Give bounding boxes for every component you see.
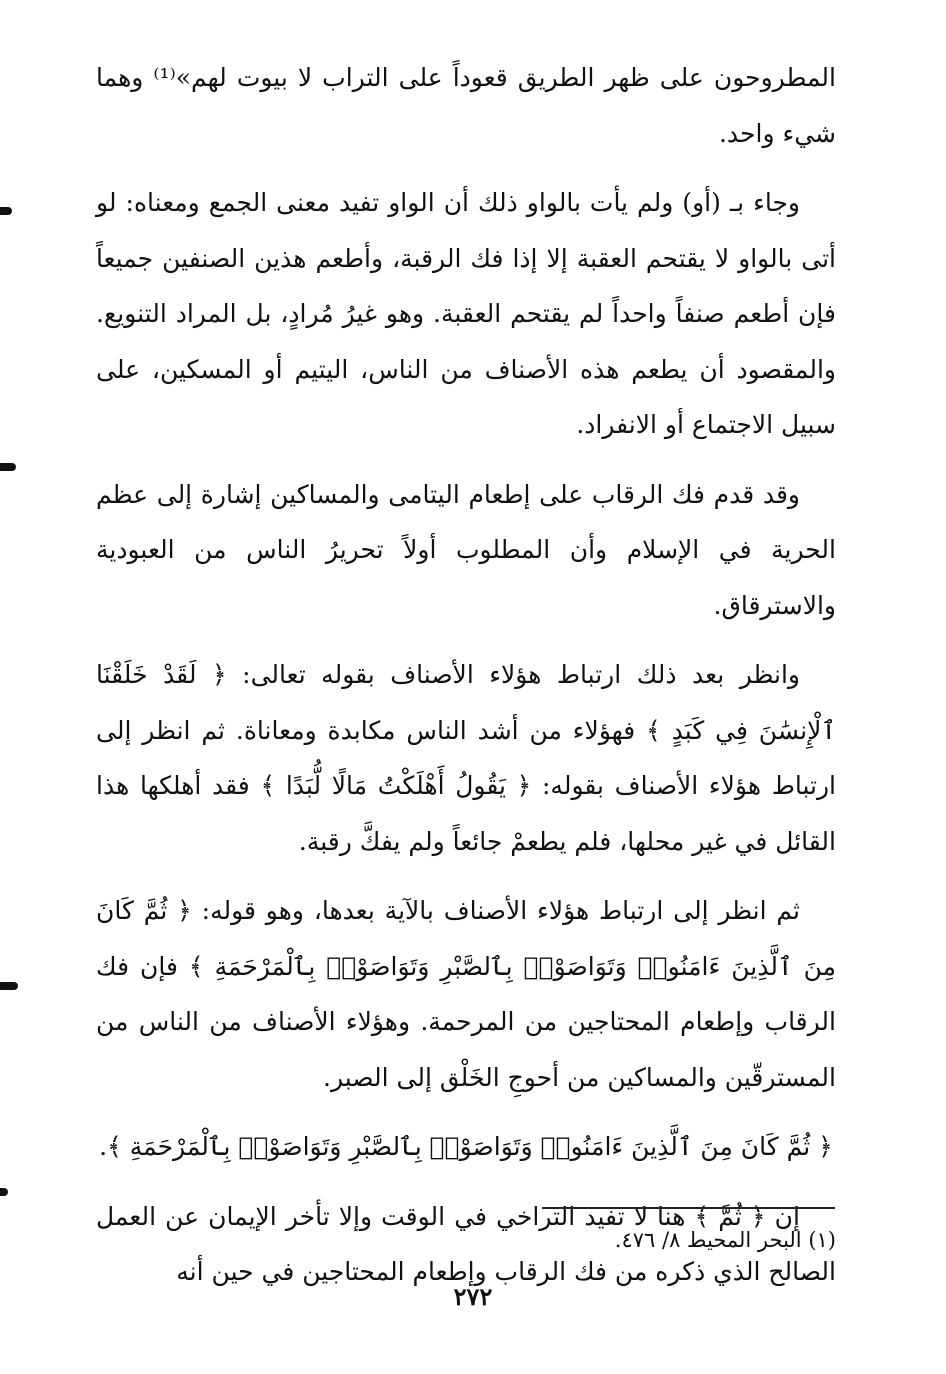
- paragraph-gap: [96, 633, 836, 647]
- paragraph-2: وجاء بـ (أو) ولم يأت بالواو ذلك أن الواو تفيد معنى الجمع ومعناه: لو أتى بالواو لا يقتحم العقبة إلا إذا فك الرقبة، وأطعم هذين الصنفين جميعاً فإن أطعم صنفاً واحداً لم يقتحم العقبة. وهو غيرُ مُرادٍ، بل المراد التنويع. والمقصود أن يطعم هذه الأصناف من الناس، اليتيم أو المسكين، على سبيل الاجتماع أو الانفراد.: [96, 188, 836, 439]
- page-body: [96, 50, 836, 1300]
- paragraph-3: وقد قدم فك الرقاب على إطعام اليتامى والمساكين إشارة إلى عظم الحرية في الإسلام وأن المطلوب أولاً تحريرُ الناس من العبودية والاسترقاق.: [96, 479, 836, 620]
- footnote: (١) البحر المحيط ٨/ ٤٧٦.: [614, 1228, 836, 1252]
- quranic-verse: ﴿ ثُمَّ كَانَ مِنَ ٱلَّذِينَ ءَامَنُوا۟ وَتَوَاصَوْا۟ بِٱلصَّبْرِ وَتَوَاصَوْا۟ بِٱلْمَرْحَمَةِ ﴾.: [99, 1132, 833, 1161]
- paragraph-gap: [96, 453, 836, 467]
- paragraph-7: إن ﴿ ثُمَّ ﴾ هنا لا تفيد التراخي في الوقت وإلا تأخر الإيمان عن العمل الصالح الذي ذكره من فك الرقاب وإطعام المحتاجين في حين أنه: [96, 1201, 836, 1286]
- paragraph-gap: [96, 1175, 836, 1189]
- scan-edge-mark: [0, 1188, 8, 1196]
- paragraph-1: المطروحون على ظهر الطريق قعوداً على التراب لا بيوت لهم»⁽¹⁾ وهما شيء واحد.: [96, 63, 836, 148]
- page-number: ٢٧٢: [453, 1282, 493, 1311]
- footnote-divider: [542, 1207, 835, 1209]
- paragraph-4: وانظر بعد ذلك ارتباط هؤلاء الأصناف بقوله تعالى: ﴿ لَقَدْ خَلَقْنَا ٱلْإِنسَٰنَ فِي كَبَدٍ ﴾ فهؤلاء من أشد الناس مكابدة ومعاناة. ثم انظر إلى ارتباط هؤلاء الأصناف بقوله: ﴿ يَقُولُ أَهْلَكْتُ مَالًا لُّبَدًا ﴾ فقد أهلكها هذا القائل في غير محلها، فلم يطعمْ جائعاً ولم يفكَّ رقبة.: [96, 660, 836, 856]
- scan-edge-mark: [0, 982, 18, 990]
- paragraph-gap: [96, 161, 836, 175]
- scan-edge-mark: [0, 207, 12, 215]
- paragraph-gap: [96, 1105, 836, 1119]
- paragraph-gap: [96, 869, 836, 883]
- scan-edge-mark: [0, 463, 16, 471]
- paragraph-5: ثم انظر إلى ارتباط هؤلاء الأصناف بالآية بعدها، وهو قوله: ﴿ ثُمَّ كَانَ مِنَ ٱلَّذِينَ ءَامَنُوا۟ وَتَوَاصَوْا۟ بِٱلصَّبْرِ وَتَوَاصَوْا۟ بِٱلْمَرْحَمَةِ ﴾ فإن فك الرقاب وإطعام المحتاجين من المرحمة. وهؤلاء الأصناف من الناس من المسترقّين والمساكين من أحوجِ الخَلْق إلى الصبر.: [96, 896, 836, 1092]
